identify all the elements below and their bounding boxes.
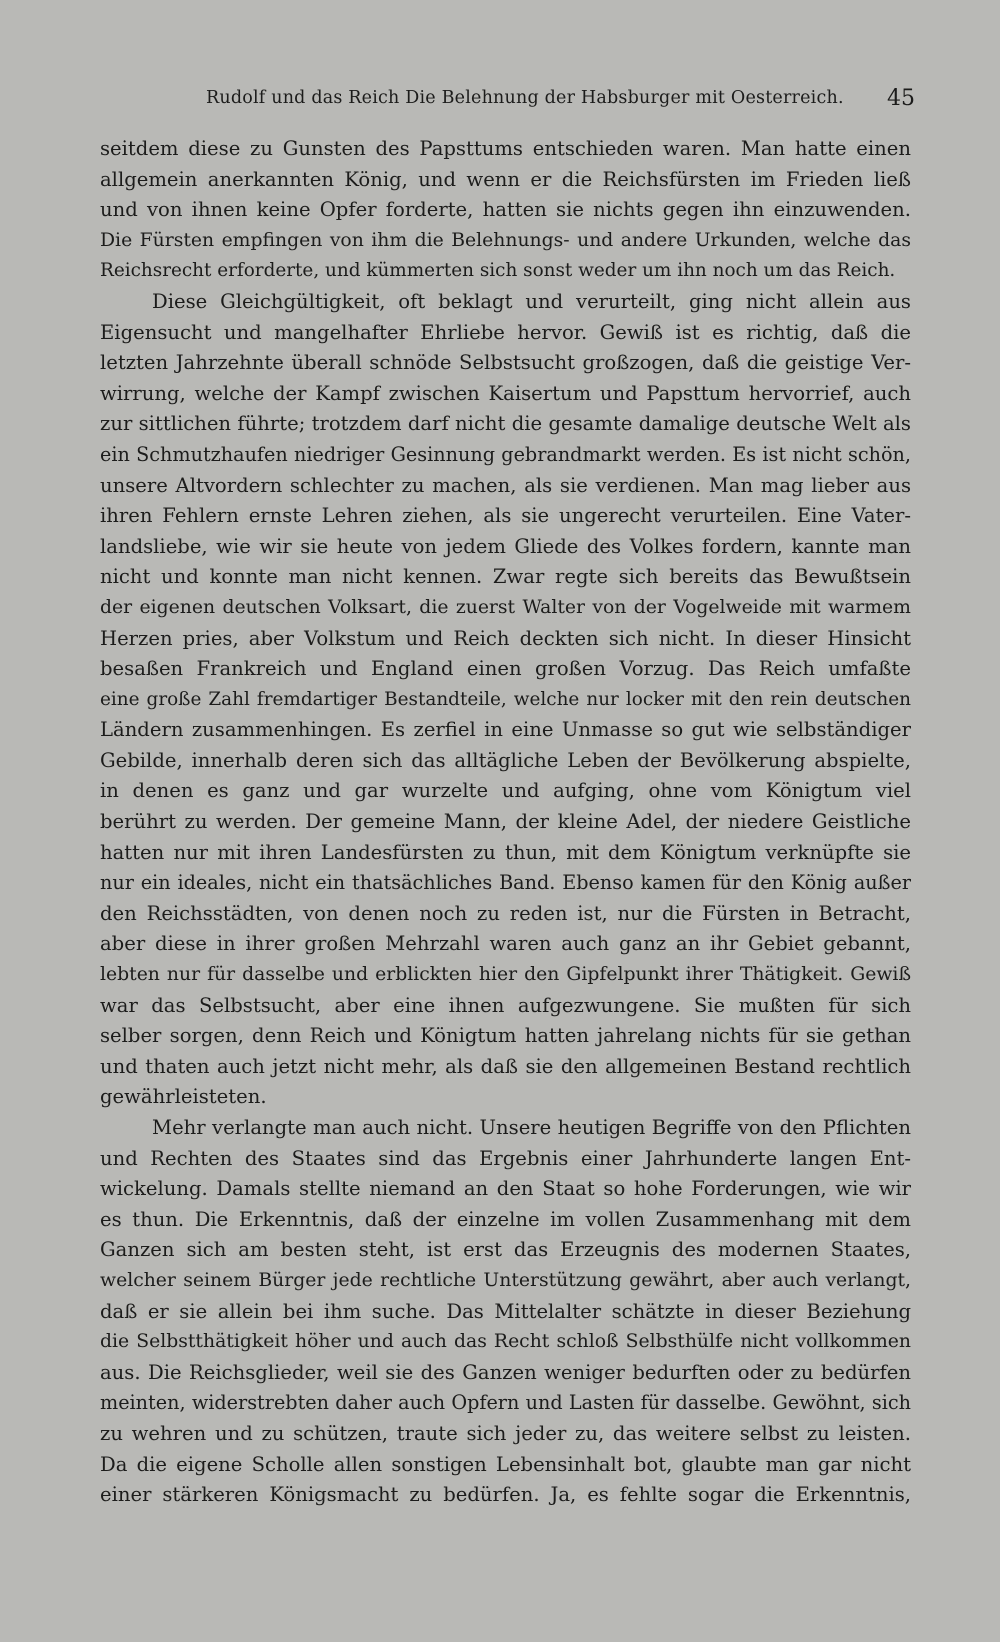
text-line: nicht und konnte man nicht kennen. Zwar regte sich bereits das Bewußtsein bbox=[100, 565, 911, 589]
text-line: war das Selbstsucht, aber eine ihnen aufgezwungene. Sie mußten für sich bbox=[100, 993, 911, 1017]
text-line: letzten Jahrzehnte überall schnöde Selbstsucht großzogen, daß die geistige Ver- bbox=[100, 351, 911, 375]
text-line: einer stärkeren Königsmacht zu bedürfen. Ja, es fehlte sogar die Erkenntnis, bbox=[100, 1483, 911, 1507]
page-header bbox=[100, 86, 915, 116]
text-line: daß er sie allein bei ihm suche. Das Mittelalter schätzte in dieser Beziehung bbox=[100, 1299, 911, 1323]
text-line: eine große Zahl fremdartiger Bestandteile, welche nur locker mit den rein deutschen bbox=[100, 688, 911, 710]
text-line: den Reichsstädten, von denen noch zu reden ist, nur die Fürsten in Betracht, bbox=[100, 901, 911, 925]
text-line: ein Schmutzhaufen niedriger Gesinnung gebrandmarkt werden. Es ist nicht schön, bbox=[100, 442, 911, 466]
text-line: zu wehren und zu schützen, traute sich jeder zu, das weitere selbst zu leisten. bbox=[100, 1421, 911, 1445]
text-line: wirrung, welche der Kampf zwischen Kaisertum und Papsttum hervorrief, auch bbox=[100, 381, 911, 405]
text-line: lebten nur für dasselbe und erblickten hier den Gipfelpunkt ihrer Thätigkeit. Gewiß bbox=[100, 964, 911, 986]
text-line: nur ein ideales, nicht ein thatsächliches Band. Ebenso kamen für den König außer bbox=[100, 871, 911, 895]
body-text bbox=[100, 134, 911, 1511]
text-line: Reichsrecht erforderte, und kümmerten sich sonst weder um ihn noch um das Reich. bbox=[100, 260, 896, 282]
text-line: und von ihnen keine Opfer forderte, hatten sie nichts gegen ihn einzuwenden. bbox=[100, 198, 911, 222]
text-line: seitdem diese zu Gunsten des Papsttums entschieden waren. Man hatte einen bbox=[100, 137, 911, 160]
text-line: ihren Fehlern ernste Lehren ziehen, als sie ungerecht verurteilen. Eine Vater- bbox=[100, 504, 911, 528]
text-line: zur sittlichen führte; trotzdem darf nicht die gesamte damalige deutsche Welt als bbox=[100, 412, 911, 436]
text-line: Herzen pries, aber Volkstum und Reich deckten sich nicht. In dieser Hinsicht bbox=[100, 626, 911, 650]
text-line: Da die eigene Scholle allen sonstigen Lebensinhalt bot, glaubte man gar nicht bbox=[100, 1452, 911, 1476]
text-line: hatten nur mit ihren Landesfürsten zu thun, mit dem Königtum verknüpfte sie bbox=[100, 840, 911, 864]
text-line: Mehr verlangte man auch nicht. Unsere heutigen Begriffe von den Pflichten bbox=[152, 1116, 911, 1139]
text-line: aus. Die Reichsglieder, weil sie des Ganzen weniger bedurften oder zu bedürfen bbox=[100, 1360, 911, 1384]
text-line: landsliebe, wie wir sie heute von jedem Gliede des Volkes fordern, kannte man bbox=[100, 534, 911, 558]
text-line: Ganzen sich am besten steht, ist erst das Erzeugnis des modernen Staates, bbox=[100, 1238, 911, 1262]
text-line: wickelung. Damals stellte niemand an den Staat so hohe Forderungen, wie wir bbox=[100, 1177, 911, 1201]
text-line: die Selbstthätigkeit höher und auch das Recht schloß Selbsthülfe nicht vollkommen bbox=[100, 1331, 911, 1353]
text-line: und Rechten des Staates sind das Ergebnis einer Jahrhunderte langen Ent- bbox=[100, 1146, 911, 1170]
text-line: Eigensucht und mangelhafter Ehrliebe hervor. Gewiß ist es richtig, daß die bbox=[100, 320, 911, 344]
paragraph bbox=[100, 1113, 911, 1511]
text-line: unsere Altvordern schlechter zu machen, als sie verdienen. Man mag lieber aus bbox=[100, 473, 911, 497]
text-line: der eigenen deutschen Volksart, die zuerst Walter von der Vogelweide mit warmem bbox=[100, 596, 911, 618]
running-head: Rudolf und das Reich Die Belehnung der Habsburger mit Oesterreich. bbox=[206, 88, 844, 108]
text-line: selber sorgen, denn Reich und Königtum hatten jahrelang nichts für sie gethan bbox=[100, 1024, 911, 1048]
text-line: welcher seinem Bürger jede rechtliche Unterstützung gewährt, aber auch verlangt, bbox=[100, 1269, 911, 1291]
text-line: aber diese in ihrer großen Mehrzahl waren auch ganz an ihr Gebiet gebannt, bbox=[100, 932, 911, 956]
text-line: berührt zu werden. Der gemeine Mann, der kleine Adel, der niedere Geistliche bbox=[100, 810, 911, 834]
paragraph bbox=[100, 287, 911, 1113]
text-line: meinten, widerstrebten daher auch Opfern und Lasten für dasselbe. Gewöhnt, sich bbox=[100, 1391, 911, 1415]
text-line: Gebilde, innerhalb deren sich das alltägliche Leben der Bevölkerung abspielte, bbox=[100, 748, 911, 772]
text-line: es thun. Die Erkenntnis, daß der einzelne im vollen Zusammenhang mit dem bbox=[100, 1207, 911, 1231]
text-line: allgemein anerkannten König, und wenn er die Reichsfürsten im Frieden ließ bbox=[100, 167, 911, 191]
text-line: Ländern zusammenhingen. Es zerfiel in eine Unmasse so gut wie selbständiger bbox=[100, 718, 911, 742]
text-line: in denen es ganz und gar wurzelte und aufging, ohne vom Königtum viel bbox=[100, 779, 911, 803]
text-line: besaßen Frankreich und England einen großen Vorzug. Das Reich umfaßte bbox=[100, 657, 911, 681]
text-line: und thaten auch jetzt nicht mehr, als daß sie den allgemeinen Bestand rechtlich bbox=[100, 1054, 911, 1078]
text-line: Die Fürsten empfingen von ihm die Belehnungs- und andere Urkunden, welche das bbox=[100, 229, 911, 251]
page-number: 45 bbox=[887, 86, 915, 111]
paragraph bbox=[100, 134, 911, 287]
text-line: Diese Gleichgültigkeit, oft beklagt und verurteilt, ging nicht allein aus bbox=[152, 289, 911, 313]
text-line: gewährleisteten. bbox=[100, 1085, 267, 1109]
